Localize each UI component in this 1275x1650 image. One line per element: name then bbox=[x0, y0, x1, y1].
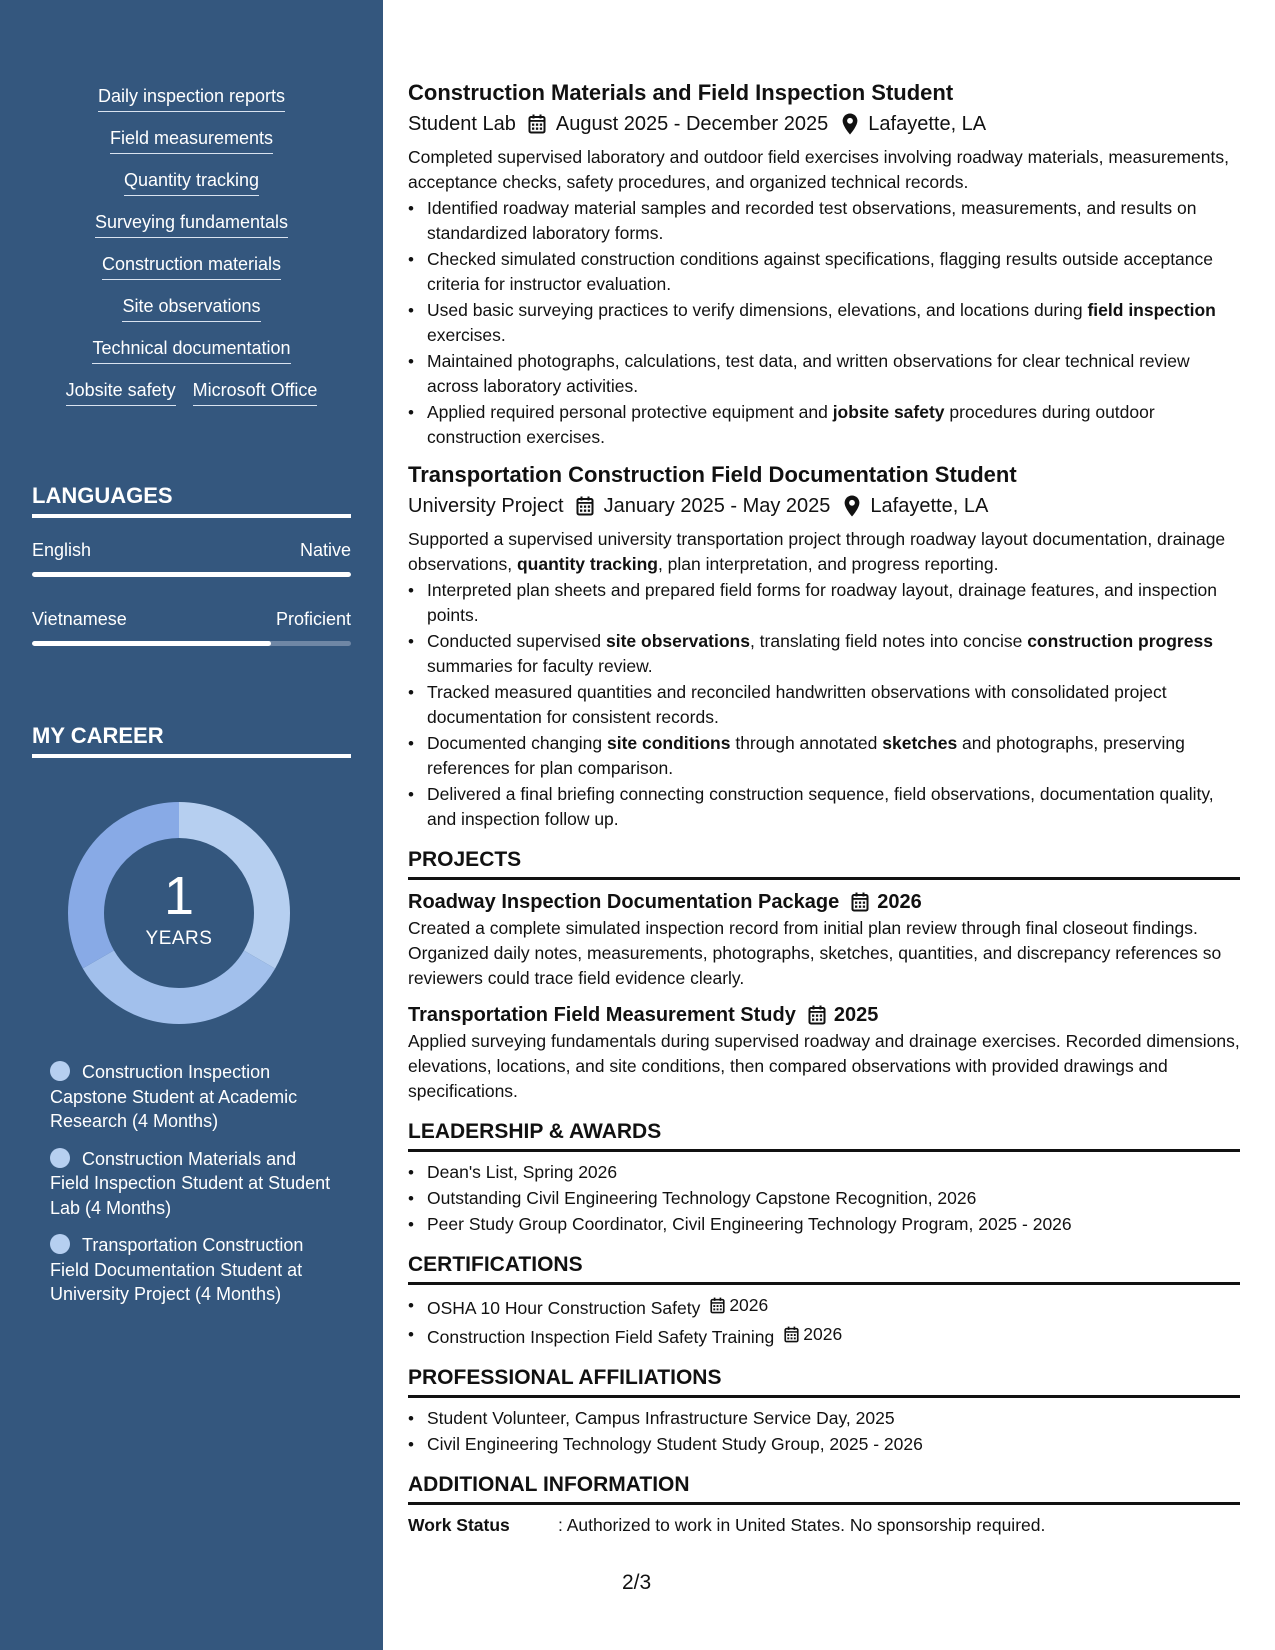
skill-tag: Site observations bbox=[122, 294, 260, 322]
job-bullets bbox=[408, 196, 1240, 450]
language-name: English bbox=[32, 540, 92, 560]
certifications-heading: CERTIFICATIONS bbox=[408, 1251, 1240, 1285]
project-year: 2025 bbox=[833, 1004, 879, 1026]
certification-name: OSHA 10 Hour Construction Safety bbox=[427, 1298, 701, 1318]
career-years-value: 1 bbox=[163, 866, 195, 926]
job-dates: January 2025 - May 2025 bbox=[603, 495, 831, 517]
experience-bullet: • Checked simulated construction conditions against specifications, flagging results outside acceptance criteria for instructor evaluation. bbox=[408, 247, 1240, 297]
experience-bullet: • Tracked measured quantities and reconciled handwritten observations with consolidated project documentation for consistent records. bbox=[408, 680, 1240, 730]
certification-year: 2026 bbox=[803, 1324, 843, 1344]
awards-list bbox=[408, 1160, 1240, 1237]
affiliations-list bbox=[408, 1406, 1240, 1457]
languages-heading: LANGUAGES bbox=[32, 482, 351, 518]
award-item: • Outstanding Civil Engineering Technology Capstone Recognition, 2026 bbox=[408, 1186, 1240, 1211]
calendar-icon bbox=[808, 1005, 826, 1025]
location-pin-icon bbox=[842, 113, 858, 135]
additional-info-heading: ADDITIONAL INFORMATION bbox=[408, 1471, 1240, 1505]
experience-bullet: • Conducted supervised site observations, translating field notes into concise construction progress summaries for faculty review. bbox=[408, 629, 1240, 679]
project-year: 2026 bbox=[877, 891, 922, 913]
certification-name: Construction Inspection Field Safety Training bbox=[427, 1327, 775, 1347]
experience-entry bbox=[408, 460, 1240, 832]
language-vietnamese bbox=[32, 607, 351, 646]
project-item bbox=[408, 888, 1240, 991]
legend-dot bbox=[50, 1234, 70, 1254]
language-name: Vietnamese bbox=[32, 609, 127, 629]
job-summary: Supported a supervised university transportation project through roadway layout documentation, drainage observations, quantity tracking, plan interpretation, and progress reporting. bbox=[408, 529, 1226, 574]
project-title: Transportation Field Measurement Study bbox=[408, 1004, 796, 1026]
award-item: • Dean's List, Spring 2026 bbox=[408, 1160, 1240, 1185]
work-status-row bbox=[408, 1513, 1240, 1538]
skills-list bbox=[32, 84, 351, 420]
skill-tag: Surveying fundamentals bbox=[95, 210, 288, 238]
career-years-label: YEARS bbox=[145, 928, 213, 949]
job-organization: University Project bbox=[408, 495, 564, 517]
language-level-fill bbox=[32, 641, 271, 646]
language-level-bar bbox=[32, 641, 351, 646]
skill-tag: Technical documentation bbox=[92, 336, 290, 364]
calendar-icon bbox=[710, 1297, 725, 1314]
experience-bullet: • Identified roadway material samples and recorded test observations, measurements, and results on standardized laboratory forms. bbox=[408, 196, 1240, 246]
experience-bullet: • Applied required personal protective equipment and jobsite safety procedures during outdoor construction exercises. bbox=[408, 400, 1240, 450]
experience-bullet: • Delivered a final briefing connecting construction sequence, field observations, documentation quality, and inspection follow up. bbox=[408, 782, 1240, 832]
sidebar bbox=[0, 0, 383, 1650]
certification-item bbox=[408, 1322, 1240, 1350]
job-location: Lafayette, LA bbox=[870, 495, 989, 517]
experience-section bbox=[408, 78, 1240, 832]
language-level: Proficient bbox=[275, 609, 351, 629]
project-description: Created a complete simulated inspection record from initial plan review through final closeout findings. Organized daily notes, measurements, photographs, sketches, quantities, and discrepancy references so reviewers could trace field evidence clearly. bbox=[408, 918, 1222, 988]
project-title: Roadway Inspection Documentation Package bbox=[408, 891, 840, 913]
award-item: • Peer Study Group Coordinator, Civil Engineering Technology Program, 2025 - 2026 bbox=[408, 1212, 1240, 1237]
career-item-text: Construction Inspection Capstone Student at Academic Research (4 Months) bbox=[50, 1062, 298, 1131]
location-pin-icon bbox=[844, 495, 860, 517]
certification-year: 2026 bbox=[729, 1295, 769, 1315]
career-item bbox=[50, 1233, 335, 1307]
certifications-list bbox=[408, 1293, 1240, 1350]
experience-bullet: • Documented changing site conditions through annotated sketches and photographs, preserving references for plan comparison. bbox=[408, 731, 1240, 781]
project-item bbox=[408, 1001, 1240, 1104]
language-level-bar bbox=[32, 572, 351, 577]
main-content bbox=[408, 78, 1240, 1538]
language-english bbox=[32, 538, 351, 577]
skill-tag: Jobsite safety bbox=[66, 378, 176, 406]
affiliations-heading: PROFESSIONAL AFFILIATIONS bbox=[408, 1364, 1240, 1398]
career-item bbox=[50, 1147, 335, 1221]
job-location: Lafayette, LA bbox=[868, 113, 987, 135]
work-status-label: Work Status bbox=[408, 1515, 510, 1535]
experience-bullet: • Interpreted plan sheets and prepared field forms for roadway layout, drainage features, and inspection points. bbox=[408, 578, 1240, 628]
projects-heading: PROJECTS bbox=[408, 846, 1240, 880]
legend-dot bbox=[50, 1148, 70, 1168]
affiliation-item: • Civil Engineering Technology Student Study Group, 2025 - 2026 bbox=[408, 1432, 1240, 1457]
skill-tag: Field measurements bbox=[110, 126, 273, 154]
job-dates: August 2025 - December 2025 bbox=[555, 113, 829, 135]
experience-entry bbox=[408, 78, 1240, 450]
career-item-text: Transportation Construction Field Documentation Student at University Project (4 Months) bbox=[50, 1235, 304, 1304]
career-item bbox=[50, 1060, 335, 1134]
job-organization: Student Lab bbox=[408, 113, 516, 135]
project-description: Applied surveying fundamentals during supervised roadway and drainage exercises. Recorded dimensions, elevations, locations, and site conditions, then compared observations with provided drawings and specifications. bbox=[408, 1031, 1240, 1101]
job-bullets bbox=[408, 578, 1240, 832]
language-level: Native bbox=[299, 540, 351, 560]
work-status-value: : Authorized to work in United States. No sponsorship required. bbox=[558, 1515, 1046, 1535]
experience-bullet: • Maintained photographs, calculations, test data, and written observations for clear technical review across laboratory activities. bbox=[408, 349, 1240, 399]
career-donut bbox=[66, 800, 292, 1026]
certification-item bbox=[408, 1293, 1240, 1321]
calendar-icon bbox=[851, 892, 869, 912]
legend-dot bbox=[50, 1061, 70, 1081]
calendar-icon bbox=[784, 1326, 799, 1343]
calendar-icon bbox=[576, 496, 594, 516]
skill-tag: Construction materials bbox=[102, 252, 281, 280]
skill-tag: Daily inspection reports bbox=[98, 84, 285, 112]
job-summary: Completed supervised laboratory and outdoor field exercises involving roadway materials, measurements, acceptance checks, safety procedures, and organized technical records. bbox=[408, 147, 1229, 192]
career-item-text: Construction Materials and Field Inspection Student at Student Lab (4 Months) bbox=[50, 1148, 331, 1218]
affiliation-item: • Student Volunteer, Campus Infrastructure Service Day, 2025 bbox=[408, 1406, 1240, 1431]
career-heading: MY CAREER bbox=[32, 722, 351, 758]
job-title: Transportation Construction Field Documentation Student bbox=[408, 462, 1017, 487]
calendar-icon bbox=[528, 114, 546, 134]
language-level-fill bbox=[32, 572, 351, 577]
job-title: Construction Materials and Field Inspection Student bbox=[408, 80, 954, 105]
career-list bbox=[50, 1060, 335, 1320]
skill-tag: Microsoft Office bbox=[193, 378, 318, 406]
skill-tag: Quantity tracking bbox=[124, 168, 259, 196]
experience-bullet: • Used basic surveying practices to verify dimensions, elevations, and locations during field inspection exercises. bbox=[408, 298, 1240, 348]
page-number: 2/3 bbox=[622, 1571, 652, 1594]
awards-heading: LEADERSHIP & AWARDS bbox=[408, 1118, 1240, 1152]
